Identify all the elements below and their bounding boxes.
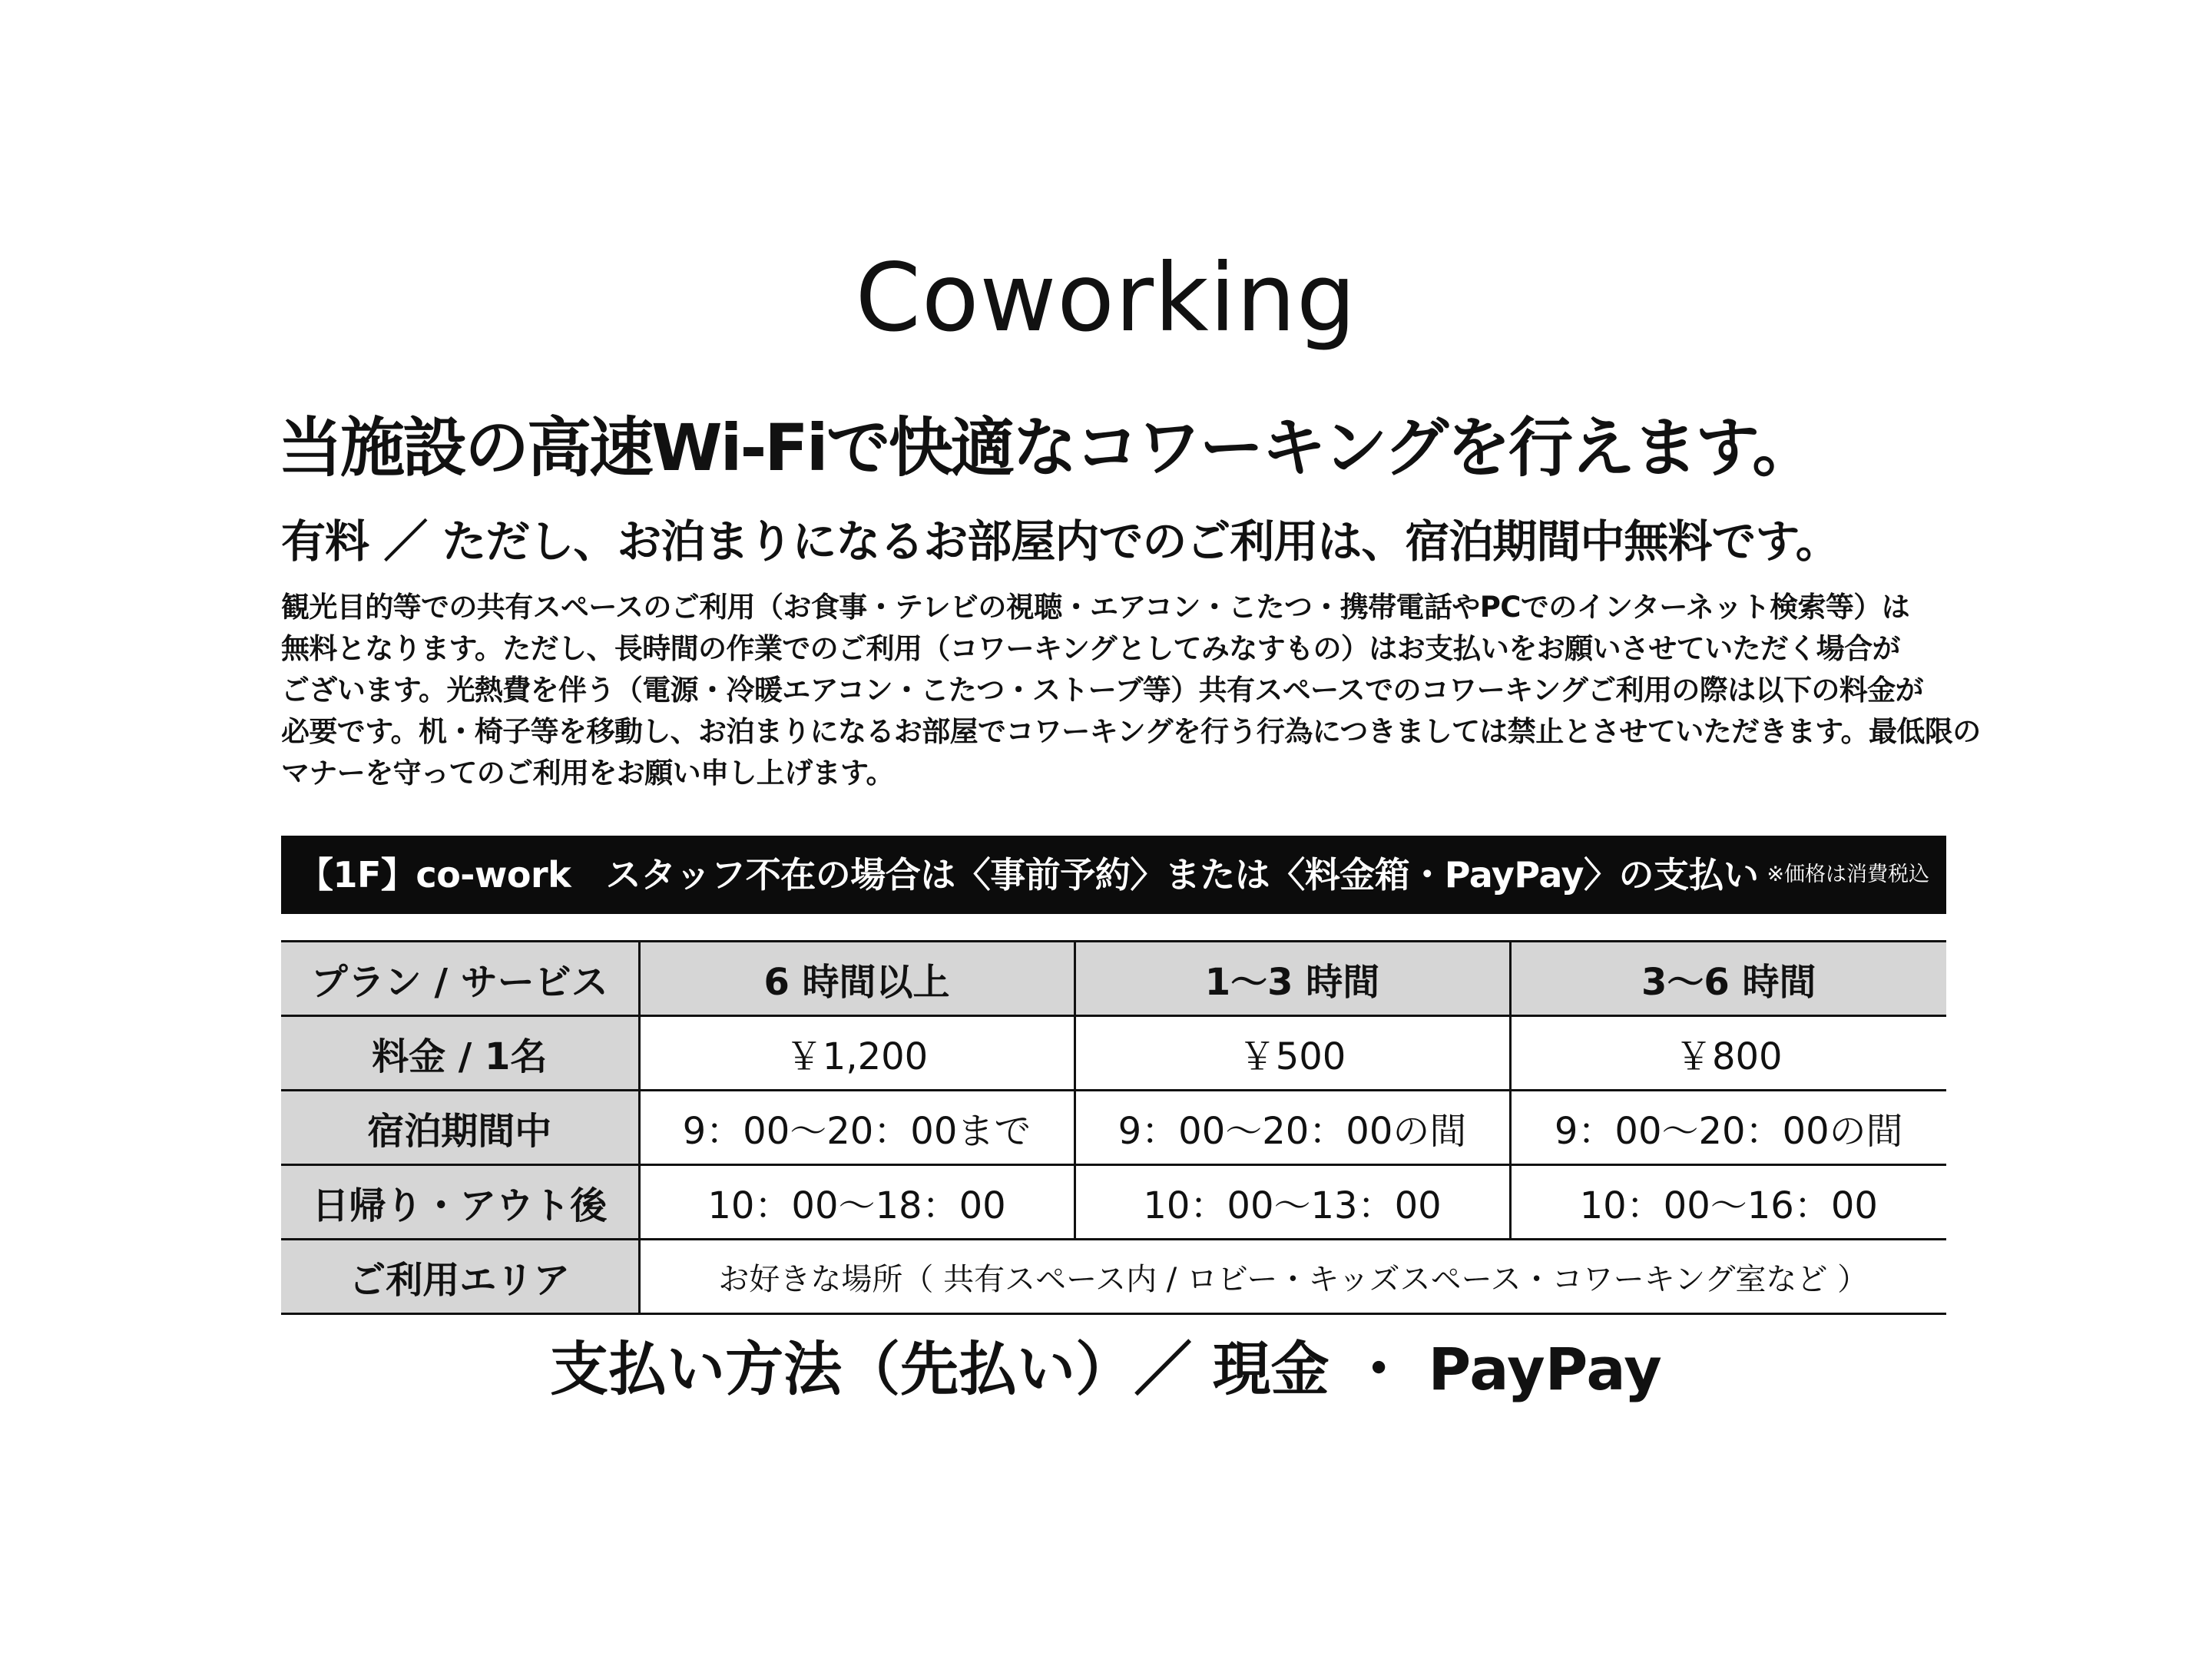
policy-line: 必要です。机・椅子等を移動し、お泊まりになるお部屋でコワーキングを行う行為につきましては禁止とさせていただきます。最低限の xyxy=(281,715,1981,748)
column-header-6h-plus: 6 時間以上 xyxy=(639,942,1075,1016)
tax-note: ※価格は消費税込 xyxy=(1767,863,1929,886)
table-cell: 9：00〜20：00まで xyxy=(639,1091,1075,1165)
policy-line: 無料となります。ただし、長時間の作業でのご利用（コワーキングとしてみなすもの）はお支払いをお願いさせていただく場合が xyxy=(281,632,1900,665)
table-row-staying-guests xyxy=(281,1091,1946,1165)
price-table xyxy=(281,940,1946,1315)
policy-line: ございます。光熱費を伴う（電源・冷暖エアコン・こたつ・ストーブ等）共有スペースでのコワーキングご利用の際は以下の料金が xyxy=(281,674,1923,707)
row-label: 日帰り・アウト後 xyxy=(281,1165,639,1240)
table-cell: ￥1,200 xyxy=(639,1016,1075,1091)
location-notice-bar xyxy=(281,836,1946,914)
table-cell: 9：00〜20：00の間 xyxy=(1075,1091,1510,1165)
column-header-1-3h: 1〜3 時間 xyxy=(1075,942,1510,1016)
table-row-price xyxy=(281,1016,1946,1091)
pricing-subheading: 有料 ／ ただし、お泊まりになるお部屋内でのご利用は、宿泊期間中無料です。 xyxy=(281,515,1839,568)
page-title: Coworking xyxy=(855,243,1357,353)
table-cell: ￥800 xyxy=(1510,1016,1946,1091)
table-row-area xyxy=(281,1240,1946,1314)
headline: 当施設の高速Wi-Fiで快適なコワーキングを行えます。 xyxy=(278,410,1815,485)
row-label: 料金 / 1名 xyxy=(281,1016,639,1091)
table-row-day-use xyxy=(281,1165,1946,1240)
table-cell: 9：00〜20：00の間 xyxy=(1510,1091,1946,1165)
table-header-row xyxy=(281,942,1946,1016)
table-cell-area: お好きな場所（ 共有スペース内 / ロビー・キッズスペース・コワーキング室など ） xyxy=(639,1240,1946,1314)
row-label: ご利用エリア xyxy=(281,1240,639,1314)
column-header-3-6h: 3〜6 時間 xyxy=(1510,942,1946,1016)
payment-methods: 支払い方法（先払い）／ 現金 ・ PayPay xyxy=(550,1335,1662,1403)
row-label: 宿泊期間中 xyxy=(281,1091,639,1165)
column-header-plan: プラン / サービス xyxy=(281,942,639,1016)
policy-line: 観光目的等での共有スペースのご利用（お食事・テレビの視聴・エアコン・こたつ・携帯電話やPCでのインターネット検索等）は xyxy=(281,591,1910,624)
table-cell: 10：00〜18：00 xyxy=(639,1165,1075,1240)
table-cell: 10：00〜16：00 xyxy=(1510,1165,1946,1240)
usage-policy-text xyxy=(281,587,1981,794)
location-notice-text: 【1F】co-work スタッフ不在の場合は〈事前予約〉または〈料金箱・PayPay〉の支払い xyxy=(298,854,1759,896)
table-cell: ￥500 xyxy=(1075,1016,1510,1091)
table-cell: 10：00〜13：00 xyxy=(1075,1165,1510,1240)
policy-line: マナーを守ってのご利用をお願い申し上げます。 xyxy=(281,757,894,790)
